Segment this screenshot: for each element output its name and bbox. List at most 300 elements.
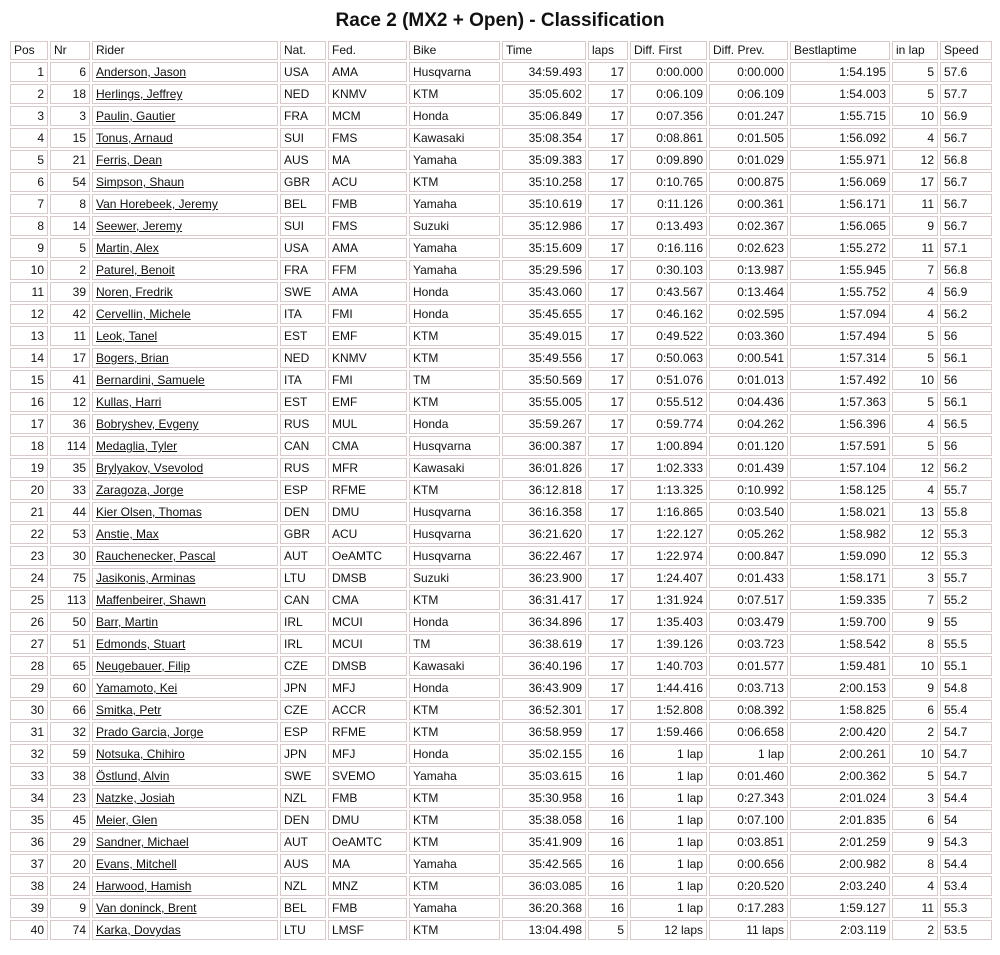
cell-time: 36:43.909 — [502, 678, 586, 698]
table-row — [10, 832, 992, 852]
cell-diff-prev: 0:04.262 — [709, 414, 788, 434]
table-row — [10, 260, 992, 280]
cell-bestlaptime: 1:59.090 — [790, 546, 890, 566]
cell-diff-first: 1 lap — [630, 810, 707, 830]
cell-rider — [92, 590, 278, 610]
cell-speed: 54.3 — [940, 832, 992, 852]
cell-nr: 18 — [50, 84, 90, 104]
table-row — [10, 436, 992, 456]
cell-fed: FFM — [328, 260, 407, 280]
cell-diff-prev: 0:00.000 — [709, 62, 788, 82]
cell-in-lap: 9 — [892, 216, 938, 236]
cell-diff-first: 0:10.765 — [630, 172, 707, 192]
rider-link[interactable]: Sandner, Michael — [96, 835, 189, 849]
cell-diff-prev: 0:03.723 — [709, 634, 788, 654]
cell-nr: 114 — [50, 436, 90, 456]
cell-rider — [92, 194, 278, 214]
rider-link[interactable]: Tonus, Arnaud — [96, 131, 173, 145]
cell-rider — [92, 568, 278, 588]
cell-speed: 56.2 — [940, 458, 992, 478]
cell-laps: 17 — [588, 326, 628, 346]
cell-bestlaptime: 1:55.715 — [790, 106, 890, 126]
rider-link[interactable]: Östlund, Alvin — [96, 769, 170, 783]
cell-in-lap: 10 — [892, 106, 938, 126]
cell-speed: 53.4 — [940, 876, 992, 896]
column-header-diff-first: Diff. First — [630, 41, 707, 60]
cell-diff-first: 1:59.466 — [630, 722, 707, 742]
cell-nr: 14 — [50, 216, 90, 236]
cell-time: 35:10.619 — [502, 194, 586, 214]
cell-bike: Yamaha — [409, 194, 500, 214]
cell-bestlaptime: 1:57.094 — [790, 304, 890, 324]
cell-bike: KTM — [409, 920, 500, 940]
rider-link[interactable]: Van Horebeek, Jeremy — [96, 197, 218, 211]
cell-speed: 54.7 — [940, 766, 992, 786]
cell-nr: 39 — [50, 282, 90, 302]
table-row — [10, 678, 992, 698]
cell-diff-first: 0:49.522 — [630, 326, 707, 346]
cell-diff-prev: 0:02.623 — [709, 238, 788, 258]
cell-laps: 17 — [588, 480, 628, 500]
cell-laps: 17 — [588, 436, 628, 456]
cell-nr: 33 — [50, 480, 90, 500]
cell-speed: 56.8 — [940, 260, 992, 280]
cell-nr: 42 — [50, 304, 90, 324]
cell-pos: 4 — [10, 128, 48, 148]
cell-nat: BEL — [280, 194, 326, 214]
cell-speed: 54 — [940, 810, 992, 830]
table-row — [10, 282, 992, 302]
rider-link[interactable]: Medaglia, Tyler — [96, 439, 178, 453]
rider-link[interactable]: Barr, Martin — [96, 615, 159, 629]
rider-link[interactable]: Zaragoza, Jorge — [96, 483, 184, 497]
rider-link[interactable]: Noren, Fredrik — [96, 285, 173, 299]
table-row — [10, 656, 992, 676]
table-row — [10, 612, 992, 632]
cell-diff-prev: 0:00.847 — [709, 546, 788, 566]
cell-in-lap: 5 — [892, 62, 938, 82]
cell-bestlaptime: 1:56.092 — [790, 128, 890, 148]
rider-link[interactable]: Notsuka, Chihiro — [96, 747, 185, 761]
cell-nr: 35 — [50, 458, 90, 478]
cell-laps: 17 — [588, 370, 628, 390]
cell-in-lap: 9 — [892, 612, 938, 632]
rider-link[interactable]: Cervellin, Michele — [96, 307, 191, 321]
rider-link[interactable]: Brylyakov, Vsevolod — [96, 461, 204, 475]
cell-diff-prev: 0:01.013 — [709, 370, 788, 390]
cell-bike: KTM — [409, 810, 500, 830]
rider-link[interactable]: Maffenbeirer, Shawn — [96, 593, 206, 607]
cell-in-lap: 11 — [892, 194, 938, 214]
cell-diff-prev: 0:17.283 — [709, 898, 788, 918]
rider-link[interactable]: Seewer, Jeremy — [96, 219, 183, 233]
cell-nat: LTU — [280, 568, 326, 588]
cell-pos: 34 — [10, 788, 48, 808]
table-row — [10, 128, 992, 148]
cell-nr: 20 — [50, 854, 90, 874]
cell-in-lap: 5 — [892, 392, 938, 412]
cell-in-lap: 9 — [892, 678, 938, 698]
cell-bestlaptime: 1:55.971 — [790, 150, 890, 170]
rider-link[interactable]: Anstie, Max — [96, 527, 159, 541]
cell-diff-prev: 0:01.433 — [709, 568, 788, 588]
cell-diff-first: 0:30.103 — [630, 260, 707, 280]
cell-diff-first: 1:13.325 — [630, 480, 707, 500]
cell-diff-first: 1 lap — [630, 854, 707, 874]
cell-rider — [92, 832, 278, 852]
cell-in-lap: 17 — [892, 172, 938, 192]
rider-link[interactable]: Simpson, Shaun — [96, 175, 185, 189]
cell-laps: 16 — [588, 876, 628, 896]
cell-time: 35:30.958 — [502, 788, 586, 808]
cell-diff-prev: 0:01.505 — [709, 128, 788, 148]
cell-nr: 66 — [50, 700, 90, 720]
cell-bike: KTM — [409, 392, 500, 412]
cell-nat: FRA — [280, 260, 326, 280]
cell-diff-prev: 0:03.540 — [709, 502, 788, 522]
cell-fed: ACCR — [328, 700, 407, 720]
cell-pos: 10 — [10, 260, 48, 280]
cell-bestlaptime: 1:59.127 — [790, 898, 890, 918]
cell-laps: 17 — [588, 348, 628, 368]
cell-laps: 17 — [588, 194, 628, 214]
cell-nat: ITA — [280, 304, 326, 324]
cell-fed: SVEMO — [328, 766, 407, 786]
rider-link[interactable]: Herlings, Jeffrey — [96, 87, 183, 101]
cell-fed: LMSF — [328, 920, 407, 940]
cell-fed: DMSB — [328, 656, 407, 676]
cell-speed: 56.7 — [940, 172, 992, 192]
cell-diff-prev: 0:04.436 — [709, 392, 788, 412]
table-row — [10, 810, 992, 830]
rider-link[interactable]: Paulin, Gautier — [96, 109, 176, 123]
cell-fed: MA — [328, 854, 407, 874]
rider-link[interactable]: Leok, Tanel — [96, 329, 158, 343]
rider-link[interactable]: Meier, Glen — [96, 813, 158, 827]
cell-bike: Kawasaki — [409, 656, 500, 676]
table-row — [10, 392, 992, 412]
cell-nat: AUS — [280, 150, 326, 170]
rider-link[interactable]: Kier Olsen, Thomas — [96, 505, 202, 519]
cell-speed: 56.9 — [940, 282, 992, 302]
cell-bike: Kawasaki — [409, 128, 500, 148]
cell-rider — [92, 634, 278, 654]
cell-diff-first: 1:02.333 — [630, 458, 707, 478]
cell-bike: Yamaha — [409, 238, 500, 258]
rider-link[interactable]: Kullas, Harri — [96, 395, 162, 409]
cell-pos: 25 — [10, 590, 48, 610]
cell-laps: 17 — [588, 524, 628, 544]
cell-bestlaptime: 1:58.542 — [790, 634, 890, 654]
cell-diff-prev: 0:27.343 — [709, 788, 788, 808]
cell-diff-first: 1:39.126 — [630, 634, 707, 654]
cell-bike: KTM — [409, 172, 500, 192]
cell-speed: 55.7 — [940, 568, 992, 588]
cell-rider — [92, 898, 278, 918]
cell-time: 36:00.387 — [502, 436, 586, 456]
cell-nr: 75 — [50, 568, 90, 588]
cell-in-lap: 5 — [892, 766, 938, 786]
cell-nat: IRL — [280, 612, 326, 632]
cell-nat: AUT — [280, 832, 326, 852]
cell-fed: RFME — [328, 480, 407, 500]
table-row — [10, 348, 992, 368]
cell-bike: Suzuki — [409, 568, 500, 588]
cell-rider — [92, 524, 278, 544]
cell-nat: NZL — [280, 876, 326, 896]
cell-in-lap: 13 — [892, 502, 938, 522]
cell-nr: 8 — [50, 194, 90, 214]
cell-pos: 16 — [10, 392, 48, 412]
rider-link[interactable]: Yamamoto, Kei — [96, 681, 178, 695]
cell-nr: 9 — [50, 898, 90, 918]
cell-bestlaptime: 1:58.021 — [790, 502, 890, 522]
cell-bike: Yamaha — [409, 898, 500, 918]
cell-in-lap: 7 — [892, 590, 938, 610]
cell-pos: 36 — [10, 832, 48, 852]
cell-diff-prev: 0:03.713 — [709, 678, 788, 698]
cell-pos: 8 — [10, 216, 48, 236]
rider-link[interactable]: Jasikonis, Arminas — [96, 571, 196, 585]
cell-diff-first: 0:51.076 — [630, 370, 707, 390]
cell-laps: 17 — [588, 106, 628, 126]
cell-in-lap: 4 — [892, 128, 938, 148]
rider-link[interactable]: Paturel, Benoit — [96, 263, 175, 277]
cell-bestlaptime: 1:57.591 — [790, 436, 890, 456]
cell-bike: KTM — [409, 722, 500, 742]
column-header-speed: Speed — [940, 41, 992, 60]
cell-fed: OeAMTC — [328, 832, 407, 852]
rider-link[interactable]: Bernardini, Samuele — [96, 373, 205, 387]
cell-in-lap: 12 — [892, 458, 938, 478]
cell-diff-first: 0:06.109 — [630, 84, 707, 104]
cell-rider — [92, 216, 278, 236]
cell-bike: Yamaha — [409, 766, 500, 786]
cell-bike: KTM — [409, 876, 500, 896]
cell-fed: MCUI — [328, 634, 407, 654]
cell-fed: FMI — [328, 304, 407, 324]
cell-diff-prev: 0:01.120 — [709, 436, 788, 456]
column-header-pos: Pos — [10, 41, 48, 60]
cell-time: 35:03.615 — [502, 766, 586, 786]
cell-laps: 17 — [588, 172, 628, 192]
cell-bike: Honda — [409, 612, 500, 632]
rider-link[interactable]: Rauchenecker, Pascal — [96, 549, 216, 563]
cell-time: 35:41.909 — [502, 832, 586, 852]
cell-nat: CAN — [280, 436, 326, 456]
cell-in-lap: 8 — [892, 634, 938, 654]
cell-fed: RFME — [328, 722, 407, 742]
cell-bike: Yamaha — [409, 150, 500, 170]
cell-fed: MA — [328, 150, 407, 170]
cell-speed: 55.3 — [940, 524, 992, 544]
cell-pos: 33 — [10, 766, 48, 786]
cell-in-lap: 11 — [892, 238, 938, 258]
rider-link[interactable]: Ferris, Dean — [96, 153, 163, 167]
cell-in-lap: 2 — [892, 722, 938, 742]
cell-bike: KTM — [409, 590, 500, 610]
cell-nr: 53 — [50, 524, 90, 544]
cell-in-lap: 10 — [892, 656, 938, 676]
cell-rider — [92, 326, 278, 346]
cell-speed: 56.8 — [940, 150, 992, 170]
cell-speed: 57.1 — [940, 238, 992, 258]
rider-link[interactable]: Smitka, Petr — [96, 703, 162, 717]
cell-pos: 23 — [10, 546, 48, 566]
table-row — [10, 150, 992, 170]
cell-speed: 55.8 — [940, 502, 992, 522]
cell-rider — [92, 62, 278, 82]
cell-bestlaptime: 1:55.272 — [790, 238, 890, 258]
cell-rider — [92, 150, 278, 170]
cell-rider — [92, 458, 278, 478]
cell-in-lap: 9 — [892, 832, 938, 852]
table-row — [10, 414, 992, 434]
cell-nr: 60 — [50, 678, 90, 698]
cell-fed: KNMV — [328, 84, 407, 104]
cell-diff-first: 1:16.865 — [630, 502, 707, 522]
table-row — [10, 106, 992, 126]
cell-diff-prev: 0:01.029 — [709, 150, 788, 170]
cell-nat: ESP — [280, 722, 326, 742]
cell-nat: AUT — [280, 546, 326, 566]
rider-link[interactable]: Harwood, Hamish — [96, 879, 192, 893]
cell-diff-first: 1 lap — [630, 898, 707, 918]
cell-diff-prev: 0:07.517 — [709, 590, 788, 610]
table-row — [10, 744, 992, 764]
column-header-laps: laps — [588, 41, 628, 60]
cell-nat: GBR — [280, 524, 326, 544]
cell-bike: Suzuki — [409, 216, 500, 236]
cell-time: 34:59.493 — [502, 62, 586, 82]
cell-bike: TM — [409, 370, 500, 390]
cell-speed: 55.5 — [940, 634, 992, 654]
cell-diff-first: 1 lap — [630, 744, 707, 764]
cell-bestlaptime: 2:01.024 — [790, 788, 890, 808]
cell-bestlaptime: 1:54.003 — [790, 84, 890, 104]
cell-laps: 16 — [588, 810, 628, 830]
cell-time: 35:09.383 — [502, 150, 586, 170]
cell-in-lap: 11 — [892, 898, 938, 918]
cell-time: 36:38.619 — [502, 634, 586, 654]
cell-speed: 56.9 — [940, 106, 992, 126]
cell-rider — [92, 766, 278, 786]
cell-in-lap: 5 — [892, 348, 938, 368]
cell-bike: Husqvarna — [409, 502, 500, 522]
cell-nat: EST — [280, 392, 326, 412]
table-row — [10, 216, 992, 236]
rider-link[interactable]: Bogers, Brian — [96, 351, 169, 365]
rider-link[interactable]: Edmonds, Stuart — [96, 637, 186, 651]
column-header-diff-prev: Diff. Prev. — [709, 41, 788, 60]
cell-diff-first: 1:31.924 — [630, 590, 707, 610]
cell-nr: 2 — [50, 260, 90, 280]
cell-nat: DEN — [280, 810, 326, 830]
cell-diff-first: 0:13.493 — [630, 216, 707, 236]
cell-in-lap: 4 — [892, 282, 938, 302]
cell-nr: 17 — [50, 348, 90, 368]
rider-link[interactable]: Martin, Alex — [96, 241, 159, 255]
cell-speed: 56 — [940, 326, 992, 346]
cell-diff-first: 0:46.162 — [630, 304, 707, 324]
cell-diff-first: 0:09.890 — [630, 150, 707, 170]
cell-rider — [92, 436, 278, 456]
cell-bike: Honda — [409, 744, 500, 764]
cell-diff-prev: 0:02.595 — [709, 304, 788, 324]
cell-time: 35:10.258 — [502, 172, 586, 192]
rider-link[interactable]: Evans, Mitchell — [96, 857, 177, 871]
cell-laps: 16 — [588, 832, 628, 852]
cell-rider — [92, 84, 278, 104]
cell-rider — [92, 920, 278, 940]
column-header-in-lap: in lap — [892, 41, 938, 60]
cell-laps: 17 — [588, 62, 628, 82]
rider-link[interactable]: Natzke, Josiah — [96, 791, 175, 805]
cell-laps: 16 — [588, 898, 628, 918]
cell-rider — [92, 370, 278, 390]
cell-speed: 55.1 — [940, 656, 992, 676]
table-row — [10, 370, 992, 390]
cell-diff-prev: 0:00.541 — [709, 348, 788, 368]
rider-link[interactable]: Karka, Dovydas — [96, 923, 181, 937]
cell-laps: 16 — [588, 788, 628, 808]
cell-in-lap: 12 — [892, 150, 938, 170]
cell-pos: 21 — [10, 502, 48, 522]
rider-link[interactable]: Anderson, Jason — [96, 65, 187, 79]
rider-link[interactable]: Van doninck, Brent — [96, 901, 197, 915]
cell-in-lap: 2 — [892, 920, 938, 940]
cell-pos: 17 — [10, 414, 48, 434]
cell-rider — [92, 480, 278, 500]
cell-nr: 51 — [50, 634, 90, 654]
cell-time: 36:03.085 — [502, 876, 586, 896]
table-row — [10, 920, 992, 940]
column-header-nat: Nat. — [280, 41, 326, 60]
rider-link[interactable]: Neugebauer, Filip — [96, 659, 191, 673]
cell-time: 35:55.005 — [502, 392, 586, 412]
cell-nr: 44 — [50, 502, 90, 522]
cell-bestlaptime: 1:56.069 — [790, 172, 890, 192]
table-row — [10, 84, 992, 104]
cell-bike: KTM — [409, 348, 500, 368]
cell-nat: DEN — [280, 502, 326, 522]
column-header-time: Time — [502, 41, 586, 60]
rider-link[interactable]: Prado Garcia, Jorge — [96, 725, 204, 739]
cell-nr: 36 — [50, 414, 90, 434]
cell-diff-prev: 0:01.577 — [709, 656, 788, 676]
cell-fed: FMI — [328, 370, 407, 390]
table-header-row — [10, 41, 992, 60]
cell-laps: 17 — [588, 458, 628, 478]
cell-nat: SWE — [280, 766, 326, 786]
cell-diff-prev: 0:03.851 — [709, 832, 788, 852]
cell-pos: 30 — [10, 700, 48, 720]
cell-diff-first: 1 lap — [630, 832, 707, 852]
cell-speed: 55.7 — [940, 480, 992, 500]
cell-diff-prev: 1 lap — [709, 744, 788, 764]
cell-fed: FMS — [328, 128, 407, 148]
cell-bike: KTM — [409, 788, 500, 808]
cell-in-lap: 5 — [892, 326, 938, 346]
cell-in-lap: 10 — [892, 370, 938, 390]
cell-speed: 56.1 — [940, 348, 992, 368]
table-row — [10, 524, 992, 544]
table-row — [10, 238, 992, 258]
cell-diff-first: 0:55.512 — [630, 392, 707, 412]
rider-link[interactable]: Bobryshev, Evgeny — [96, 417, 199, 431]
table-body — [10, 62, 992, 940]
cell-diff-prev: 0:13.987 — [709, 260, 788, 280]
